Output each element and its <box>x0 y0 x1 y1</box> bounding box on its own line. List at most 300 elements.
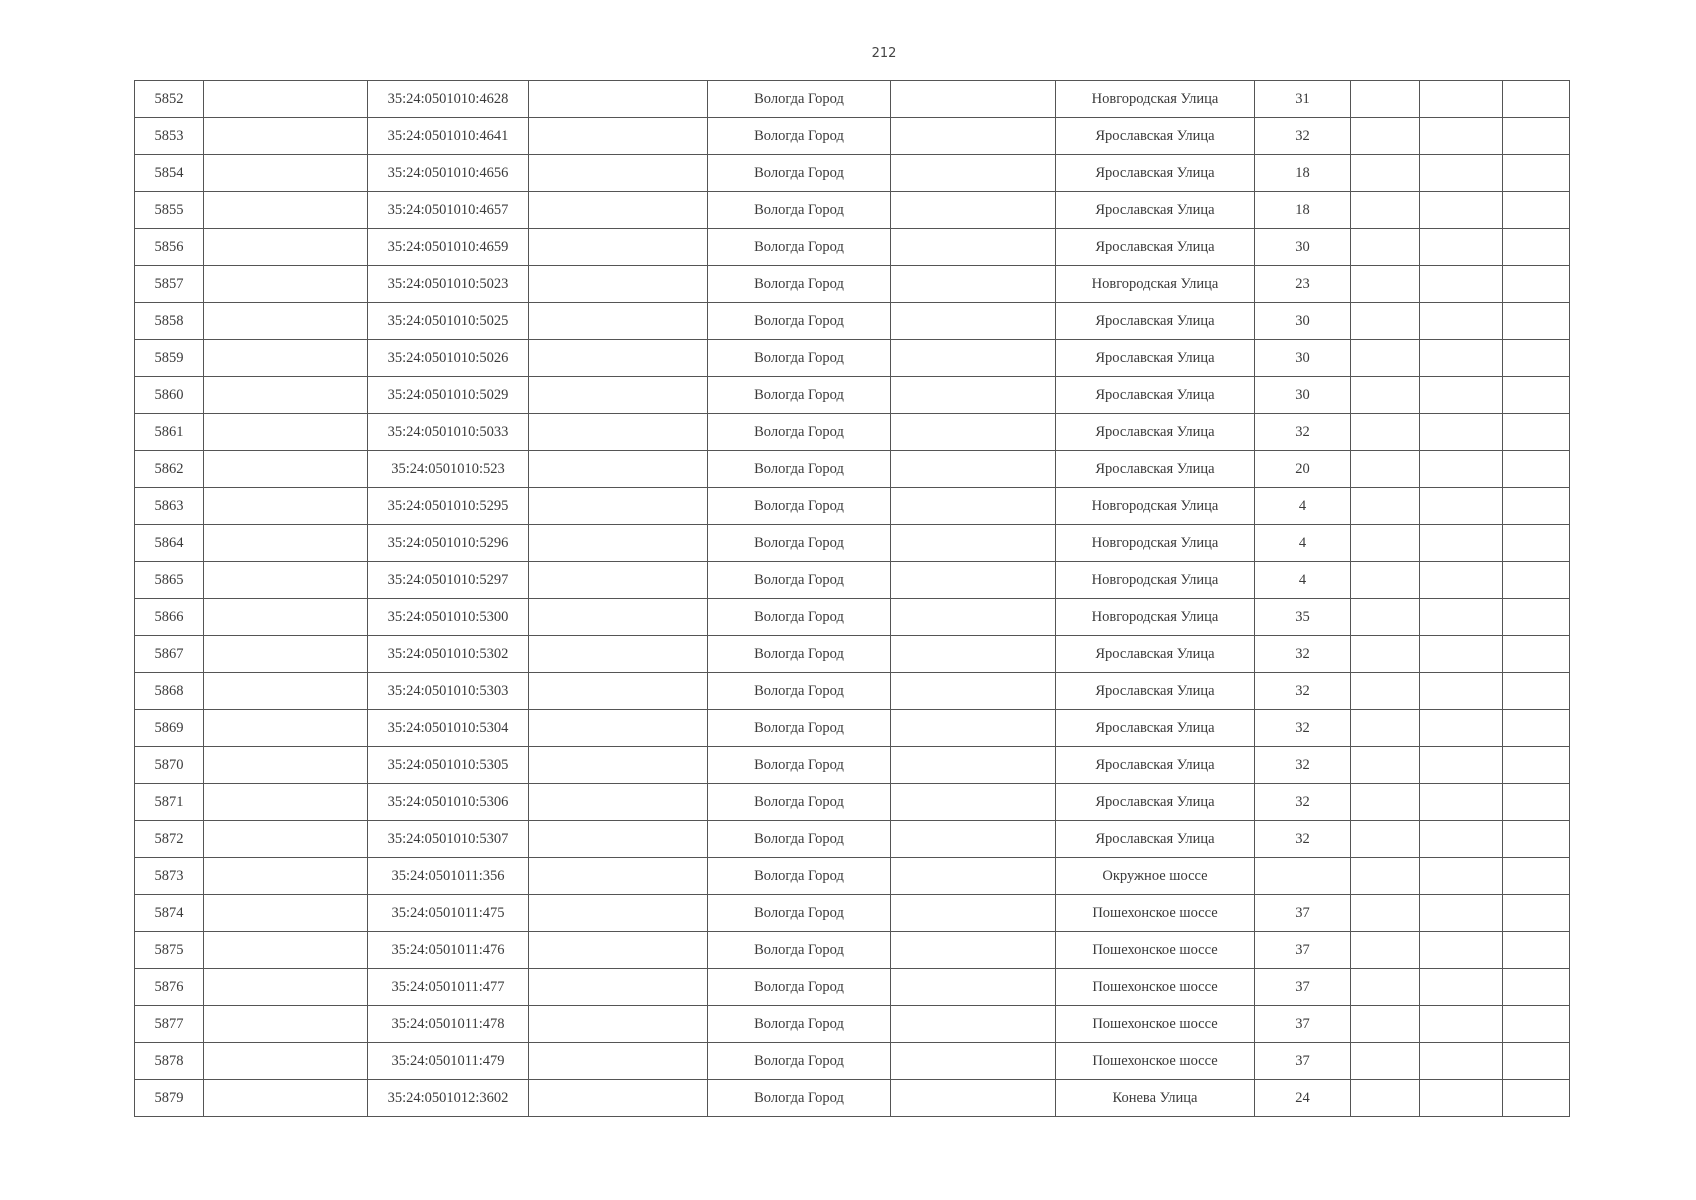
empty-cell <box>1420 599 1503 636</box>
row-number-cell: 5879 <box>135 1080 204 1117</box>
empty-cell <box>1351 525 1420 562</box>
house-number-cell: 32 <box>1255 673 1351 710</box>
page-number: 212 <box>871 46 897 61</box>
table-row <box>135 340 1570 377</box>
empty-cell <box>1503 784 1570 821</box>
empty-cell <box>204 599 368 636</box>
empty-cell <box>529 340 708 377</box>
empty-cell <box>1420 895 1503 932</box>
city-cell: Вологда Город <box>708 636 891 673</box>
empty-cell <box>891 229 1056 266</box>
empty-cell <box>1351 636 1420 673</box>
row-number-cell: 5871 <box>135 784 204 821</box>
city-cell: Вологда Город <box>708 1043 891 1080</box>
table-row <box>135 1080 1570 1117</box>
cadastral-number-cell: 35:24:0501011:356 <box>368 858 529 895</box>
empty-cell <box>204 1043 368 1080</box>
empty-cell <box>1503 562 1570 599</box>
city-cell: Вологда Город <box>708 821 891 858</box>
house-number-cell: 32 <box>1255 784 1351 821</box>
empty-cell <box>1420 747 1503 784</box>
empty-cell <box>529 229 708 266</box>
empty-cell <box>1420 266 1503 303</box>
house-number-cell: 30 <box>1255 377 1351 414</box>
empty-cell <box>529 1006 708 1043</box>
row-number-cell: 5865 <box>135 562 204 599</box>
empty-cell <box>1420 969 1503 1006</box>
empty-cell <box>204 969 368 1006</box>
empty-cell <box>891 1006 1056 1043</box>
empty-cell <box>1503 969 1570 1006</box>
empty-cell <box>1351 266 1420 303</box>
empty-cell <box>1503 1006 1570 1043</box>
street-cell: Новгородская Улица <box>1056 562 1255 599</box>
house-number-cell: 35 <box>1255 599 1351 636</box>
table-row <box>135 599 1570 636</box>
empty-cell <box>891 266 1056 303</box>
city-cell: Вологда Город <box>708 747 891 784</box>
empty-cell <box>1503 821 1570 858</box>
house-number-cell: 32 <box>1255 747 1351 784</box>
city-cell: Вологда Город <box>708 895 891 932</box>
empty-cell <box>1351 932 1420 969</box>
empty-cell <box>204 895 368 932</box>
empty-cell <box>891 81 1056 118</box>
city-cell: Вологда Город <box>708 969 891 1006</box>
street-cell: Пошехонское шоссе <box>1056 1006 1255 1043</box>
empty-cell <box>1351 1006 1420 1043</box>
table-row <box>135 784 1570 821</box>
empty-cell <box>1351 377 1420 414</box>
empty-cell <box>529 858 708 895</box>
street-cell: Пошехонское шоссе <box>1056 932 1255 969</box>
cadastral-number-cell: 35:24:0501010:5296 <box>368 525 529 562</box>
street-cell: Ярославская Улица <box>1056 451 1255 488</box>
house-number-cell: 18 <box>1255 192 1351 229</box>
empty-cell <box>1503 81 1570 118</box>
empty-cell <box>204 229 368 266</box>
empty-cell <box>891 747 1056 784</box>
city-cell: Вологда Город <box>708 562 891 599</box>
street-cell: Ярославская Улица <box>1056 303 1255 340</box>
house-number-cell: 30 <box>1255 303 1351 340</box>
empty-cell <box>891 784 1056 821</box>
empty-cell <box>529 562 708 599</box>
empty-cell <box>529 1043 708 1080</box>
house-number-cell: 31 <box>1255 81 1351 118</box>
city-cell: Вологда Город <box>708 229 891 266</box>
empty-cell <box>204 932 368 969</box>
street-cell: Пошехонское шоссе <box>1056 1043 1255 1080</box>
empty-cell <box>1420 340 1503 377</box>
register-table <box>134 80 1570 1117</box>
empty-cell <box>1503 451 1570 488</box>
house-number-cell: 37 <box>1255 1043 1351 1080</box>
empty-cell <box>529 969 708 1006</box>
house-number-cell: 30 <box>1255 229 1351 266</box>
empty-cell <box>1420 303 1503 340</box>
empty-cell <box>1420 821 1503 858</box>
cadastral-number-cell: 35:24:0501011:479 <box>368 1043 529 1080</box>
cadastral-number-cell: 35:24:0501010:5295 <box>368 488 529 525</box>
empty-cell <box>891 525 1056 562</box>
empty-cell <box>1503 932 1570 969</box>
empty-cell <box>891 192 1056 229</box>
empty-cell <box>204 340 368 377</box>
row-number-cell: 5864 <box>135 525 204 562</box>
house-number-cell: 4 <box>1255 525 1351 562</box>
empty-cell <box>1420 451 1503 488</box>
empty-cell <box>891 562 1056 599</box>
empty-cell <box>1503 673 1570 710</box>
table-row <box>135 1006 1570 1043</box>
cadastral-number-cell: 35:24:0501010:5304 <box>368 710 529 747</box>
empty-cell <box>204 747 368 784</box>
empty-cell <box>1503 525 1570 562</box>
house-number-cell: 32 <box>1255 636 1351 673</box>
row-number-cell: 5877 <box>135 1006 204 1043</box>
street-cell: Новгородская Улица <box>1056 525 1255 562</box>
street-cell: Пошехонское шоссе <box>1056 969 1255 1006</box>
city-cell: Вологда Город <box>708 303 891 340</box>
house-number-cell: 4 <box>1255 562 1351 599</box>
row-number-cell: 5875 <box>135 932 204 969</box>
city-cell: Вологда Город <box>708 155 891 192</box>
city-cell: Вологда Город <box>708 81 891 118</box>
empty-cell <box>891 414 1056 451</box>
empty-cell <box>204 636 368 673</box>
empty-cell <box>1503 895 1570 932</box>
city-cell: Вологда Город <box>708 414 891 451</box>
empty-cell <box>529 155 708 192</box>
empty-cell <box>1351 192 1420 229</box>
empty-cell <box>529 414 708 451</box>
empty-cell <box>1503 303 1570 340</box>
street-cell: Новгородская Улица <box>1056 266 1255 303</box>
cadastral-number-cell: 35:24:0501010:523 <box>368 451 529 488</box>
empty-cell <box>1420 377 1503 414</box>
table-row <box>135 969 1570 1006</box>
empty-cell <box>891 599 1056 636</box>
city-cell: Вологда Город <box>708 858 891 895</box>
row-number-cell: 5860 <box>135 377 204 414</box>
empty-cell <box>1351 821 1420 858</box>
empty-cell <box>1351 1043 1420 1080</box>
city-cell: Вологда Город <box>708 377 891 414</box>
street-cell: Ярославская Улица <box>1056 821 1255 858</box>
empty-cell <box>1351 414 1420 451</box>
empty-cell <box>529 488 708 525</box>
empty-cell <box>891 858 1056 895</box>
cadastral-number-cell: 35:24:0501010:5306 <box>368 784 529 821</box>
street-cell: Новгородская Улица <box>1056 488 1255 525</box>
empty-cell <box>1351 451 1420 488</box>
empty-cell <box>1351 673 1420 710</box>
table-row <box>135 488 1570 525</box>
empty-cell <box>1420 1043 1503 1080</box>
empty-cell <box>1420 81 1503 118</box>
row-number-cell: 5859 <box>135 340 204 377</box>
empty-cell <box>529 747 708 784</box>
empty-cell <box>529 1080 708 1117</box>
city-cell: Вологда Город <box>708 673 891 710</box>
empty-cell <box>204 784 368 821</box>
empty-cell <box>1351 118 1420 155</box>
empty-cell <box>1420 1006 1503 1043</box>
empty-cell <box>204 488 368 525</box>
empty-cell <box>529 932 708 969</box>
table-row <box>135 821 1570 858</box>
row-number-cell: 5878 <box>135 1043 204 1080</box>
city-cell: Вологда Город <box>708 1006 891 1043</box>
city-cell: Вологда Город <box>708 266 891 303</box>
empty-cell <box>1351 747 1420 784</box>
empty-cell <box>204 1006 368 1043</box>
house-number-cell: 32 <box>1255 118 1351 155</box>
empty-cell <box>529 599 708 636</box>
house-number-cell: 18 <box>1255 155 1351 192</box>
table-row <box>135 895 1570 932</box>
table-row <box>135 1043 1570 1080</box>
row-number-cell: 5854 <box>135 155 204 192</box>
row-number-cell: 5873 <box>135 858 204 895</box>
empty-cell <box>529 784 708 821</box>
empty-cell <box>529 821 708 858</box>
empty-cell <box>1351 155 1420 192</box>
empty-cell <box>891 636 1056 673</box>
empty-cell <box>204 377 368 414</box>
street-cell: Ярославская Улица <box>1056 710 1255 747</box>
house-number-cell: 32 <box>1255 414 1351 451</box>
empty-cell <box>1503 414 1570 451</box>
house-number-cell <box>1255 858 1351 895</box>
empty-cell <box>891 895 1056 932</box>
empty-cell <box>204 562 368 599</box>
empty-cell <box>204 192 368 229</box>
empty-cell <box>204 81 368 118</box>
empty-cell <box>1503 747 1570 784</box>
city-cell: Вологда Город <box>708 451 891 488</box>
empty-cell <box>891 155 1056 192</box>
table-row <box>135 451 1570 488</box>
cadastral-number-cell: 35:24:0501011:477 <box>368 969 529 1006</box>
empty-cell <box>1351 303 1420 340</box>
row-number-cell: 5869 <box>135 710 204 747</box>
cadastral-number-cell: 35:24:0501010:4656 <box>368 155 529 192</box>
city-cell: Вологда Город <box>708 932 891 969</box>
house-number-cell: 20 <box>1255 451 1351 488</box>
house-number-cell: 32 <box>1255 821 1351 858</box>
empty-cell <box>1503 229 1570 266</box>
table-row <box>135 932 1570 969</box>
house-number-cell: 32 <box>1255 710 1351 747</box>
row-number-cell: 5857 <box>135 266 204 303</box>
empty-cell <box>529 710 708 747</box>
empty-cell <box>529 118 708 155</box>
house-number-cell: 30 <box>1255 340 1351 377</box>
cadastral-number-cell: 35:24:0501010:5029 <box>368 377 529 414</box>
empty-cell <box>1503 710 1570 747</box>
empty-cell <box>1420 932 1503 969</box>
cadastral-number-cell: 35:24:0501010:5300 <box>368 599 529 636</box>
street-cell: Ярославская Улица <box>1056 747 1255 784</box>
empty-cell <box>529 377 708 414</box>
empty-cell <box>891 932 1056 969</box>
empty-cell <box>1420 562 1503 599</box>
street-cell: Пошехонское шоссе <box>1056 895 1255 932</box>
table-row <box>135 562 1570 599</box>
row-number-cell: 5863 <box>135 488 204 525</box>
empty-cell <box>1420 858 1503 895</box>
street-cell: Ярославская Улица <box>1056 155 1255 192</box>
empty-cell <box>529 525 708 562</box>
empty-cell <box>529 266 708 303</box>
empty-cell <box>891 821 1056 858</box>
empty-cell <box>1351 710 1420 747</box>
empty-cell <box>1351 599 1420 636</box>
city-cell: Вологда Город <box>708 118 891 155</box>
city-cell: Вологда Город <box>708 525 891 562</box>
cadastral-number-cell: 35:24:0501010:5026 <box>368 340 529 377</box>
cadastral-number-cell: 35:24:0501010:5297 <box>368 562 529 599</box>
house-number-cell: 4 <box>1255 488 1351 525</box>
empty-cell <box>204 525 368 562</box>
empty-cell <box>891 710 1056 747</box>
empty-cell <box>529 81 708 118</box>
empty-cell <box>891 969 1056 1006</box>
table-row <box>135 229 1570 266</box>
street-cell: Ярославская Улица <box>1056 340 1255 377</box>
empty-cell <box>1503 1043 1570 1080</box>
city-cell: Вологда Город <box>708 784 891 821</box>
empty-cell <box>1351 895 1420 932</box>
empty-cell <box>1503 636 1570 673</box>
empty-cell <box>1503 1080 1570 1117</box>
house-number-cell: 37 <box>1255 932 1351 969</box>
empty-cell <box>204 155 368 192</box>
table-row <box>135 118 1570 155</box>
cadastral-number-cell: 35:24:0501011:478 <box>368 1006 529 1043</box>
empty-cell <box>1351 969 1420 1006</box>
street-cell: Конева Улица <box>1056 1080 1255 1117</box>
city-cell: Вологда Город <box>708 340 891 377</box>
empty-cell <box>1503 599 1570 636</box>
cadastral-number-cell: 35:24:0501010:4659 <box>368 229 529 266</box>
empty-cell <box>891 451 1056 488</box>
empty-cell <box>204 673 368 710</box>
table-row <box>135 155 1570 192</box>
row-number-cell: 5853 <box>135 118 204 155</box>
table-body <box>135 81 1570 1117</box>
city-cell: Вологда Город <box>708 1080 891 1117</box>
empty-cell <box>204 710 368 747</box>
empty-cell <box>891 1043 1056 1080</box>
city-cell: Вологда Город <box>708 192 891 229</box>
empty-cell <box>529 303 708 340</box>
street-cell: Ярославская Улица <box>1056 784 1255 821</box>
empty-cell <box>1420 1080 1503 1117</box>
row-number-cell: 5858 <box>135 303 204 340</box>
table-row <box>135 377 1570 414</box>
cadastral-number-cell: 35:24:0501010:4628 <box>368 81 529 118</box>
row-number-cell: 5862 <box>135 451 204 488</box>
empty-cell <box>1503 377 1570 414</box>
table-row <box>135 303 1570 340</box>
table-row <box>135 525 1570 562</box>
empty-cell <box>1351 81 1420 118</box>
street-cell: Ярославская Улица <box>1056 636 1255 673</box>
empty-cell <box>891 488 1056 525</box>
empty-cell <box>1420 525 1503 562</box>
table-row <box>135 266 1570 303</box>
empty-cell <box>1420 636 1503 673</box>
empty-cell <box>529 673 708 710</box>
cadastral-number-cell: 35:24:0501010:4641 <box>368 118 529 155</box>
street-cell: Ярославская Улица <box>1056 229 1255 266</box>
empty-cell <box>1351 784 1420 821</box>
empty-cell <box>1420 118 1503 155</box>
house-number-cell: 37 <box>1255 1006 1351 1043</box>
house-number-cell: 37 <box>1255 969 1351 1006</box>
row-number-cell: 5866 <box>135 599 204 636</box>
empty-cell <box>1420 784 1503 821</box>
empty-cell <box>529 636 708 673</box>
table-row <box>135 747 1570 784</box>
row-number-cell: 5876 <box>135 969 204 1006</box>
empty-cell <box>1420 710 1503 747</box>
empty-cell <box>891 118 1056 155</box>
empty-cell <box>1503 858 1570 895</box>
empty-cell <box>204 858 368 895</box>
empty-cell <box>1351 858 1420 895</box>
empty-cell <box>1503 488 1570 525</box>
empty-cell <box>204 1080 368 1117</box>
row-number-cell: 5861 <box>135 414 204 451</box>
empty-cell <box>1503 155 1570 192</box>
table-row <box>135 673 1570 710</box>
table-row <box>135 636 1570 673</box>
table-row <box>135 81 1570 118</box>
empty-cell <box>1420 488 1503 525</box>
empty-cell <box>204 821 368 858</box>
city-cell: Вологда Город <box>708 599 891 636</box>
street-cell: Ярославская Улица <box>1056 377 1255 414</box>
city-cell: Вологда Город <box>708 710 891 747</box>
empty-cell <box>204 414 368 451</box>
empty-cell <box>1351 340 1420 377</box>
row-number-cell: 5867 <box>135 636 204 673</box>
empty-cell <box>204 266 368 303</box>
empty-cell <box>1351 562 1420 599</box>
empty-cell <box>1420 192 1503 229</box>
cadastral-number-cell: 35:24:0501010:5302 <box>368 636 529 673</box>
street-cell: Ярославская Улица <box>1056 192 1255 229</box>
row-number-cell: 5856 <box>135 229 204 266</box>
row-number-cell: 5852 <box>135 81 204 118</box>
empty-cell <box>1420 673 1503 710</box>
street-cell: Ярославская Улица <box>1056 673 1255 710</box>
street-cell: Окружное шоссе <box>1056 858 1255 895</box>
house-number-cell: 37 <box>1255 895 1351 932</box>
cadastral-number-cell: 35:24:0501010:5025 <box>368 303 529 340</box>
empty-cell <box>1351 488 1420 525</box>
empty-cell <box>1420 155 1503 192</box>
empty-cell <box>1420 414 1503 451</box>
cadastral-number-cell: 35:24:0501012:3602 <box>368 1080 529 1117</box>
table-row <box>135 858 1570 895</box>
empty-cell <box>1503 340 1570 377</box>
cadastral-number-cell: 35:24:0501011:476 <box>368 932 529 969</box>
